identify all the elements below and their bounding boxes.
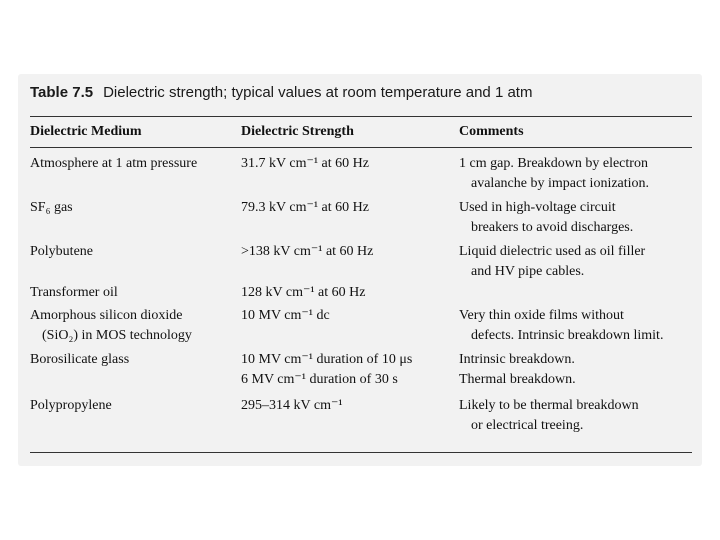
table-number: Table 7.5 <box>30 84 94 101</box>
medium-cell: Atmosphere at 1 atm pressure <box>30 156 198 171</box>
medium-cell: SF₆ gas <box>30 200 73 215</box>
table-caption <box>30 84 690 101</box>
strength-cell: 10 MV cm⁻¹ dc <box>241 308 330 323</box>
medium-cell: Amorphous silicon dioxide (SiO₂) in MOS technology <box>30 308 192 343</box>
header-dielectric-medium: Dielectric Medium <box>30 124 142 139</box>
strength-cell: >138 kV cm⁻¹ at 60 Hz <box>241 244 374 259</box>
strength-cell: 31.7 kV cm⁻¹ at 60 Hz <box>241 156 369 171</box>
medium-cell: Polybutene <box>30 244 93 259</box>
medium-cell: Borosilicate glass <box>30 352 130 367</box>
comments-cell: Liquid dielectric used as oil filler and HV pipe cables. <box>459 244 646 279</box>
comments-cell: Intrinsic breakdown. Thermal breakdown. <box>459 352 576 387</box>
comments-cell: Very thin oxide films without defects. Intrinsic breakdown limit. <box>459 308 664 343</box>
header-rule <box>30 147 692 148</box>
strength-cell: 79.3 kV cm⁻¹ at 60 Hz <box>241 200 369 215</box>
strength-cell: 128 kV cm⁻¹ at 60 Hz <box>241 285 366 300</box>
comments-cell: 1 cm gap. Breakdown by electron avalanche by impact ionization. <box>459 156 650 191</box>
strength-cell: 10 MV cm⁻¹ duration of 10 μs 6 MV cm⁻¹ duration of 30 s <box>241 352 413 387</box>
comments-cell: Used in high-voltage circuit breakers to avoid discharges. <box>459 200 634 235</box>
strength-cell: 295–314 kV cm⁻¹ <box>241 398 343 413</box>
comments-cell: Likely to be thermal breakdown or electrical treeing. <box>459 398 639 433</box>
bottom-rule <box>30 452 692 453</box>
medium-cell: Polypropylene <box>30 398 112 413</box>
header-comments: Comments <box>459 124 524 139</box>
table-title: Dielectric strength; typical values at room temperature and 1 atm <box>103 84 533 101</box>
header-dielectric-strength: Dielectric Strength <box>241 124 354 139</box>
medium-cell: Transformer oil <box>30 285 118 300</box>
top-rule <box>30 116 692 117</box>
